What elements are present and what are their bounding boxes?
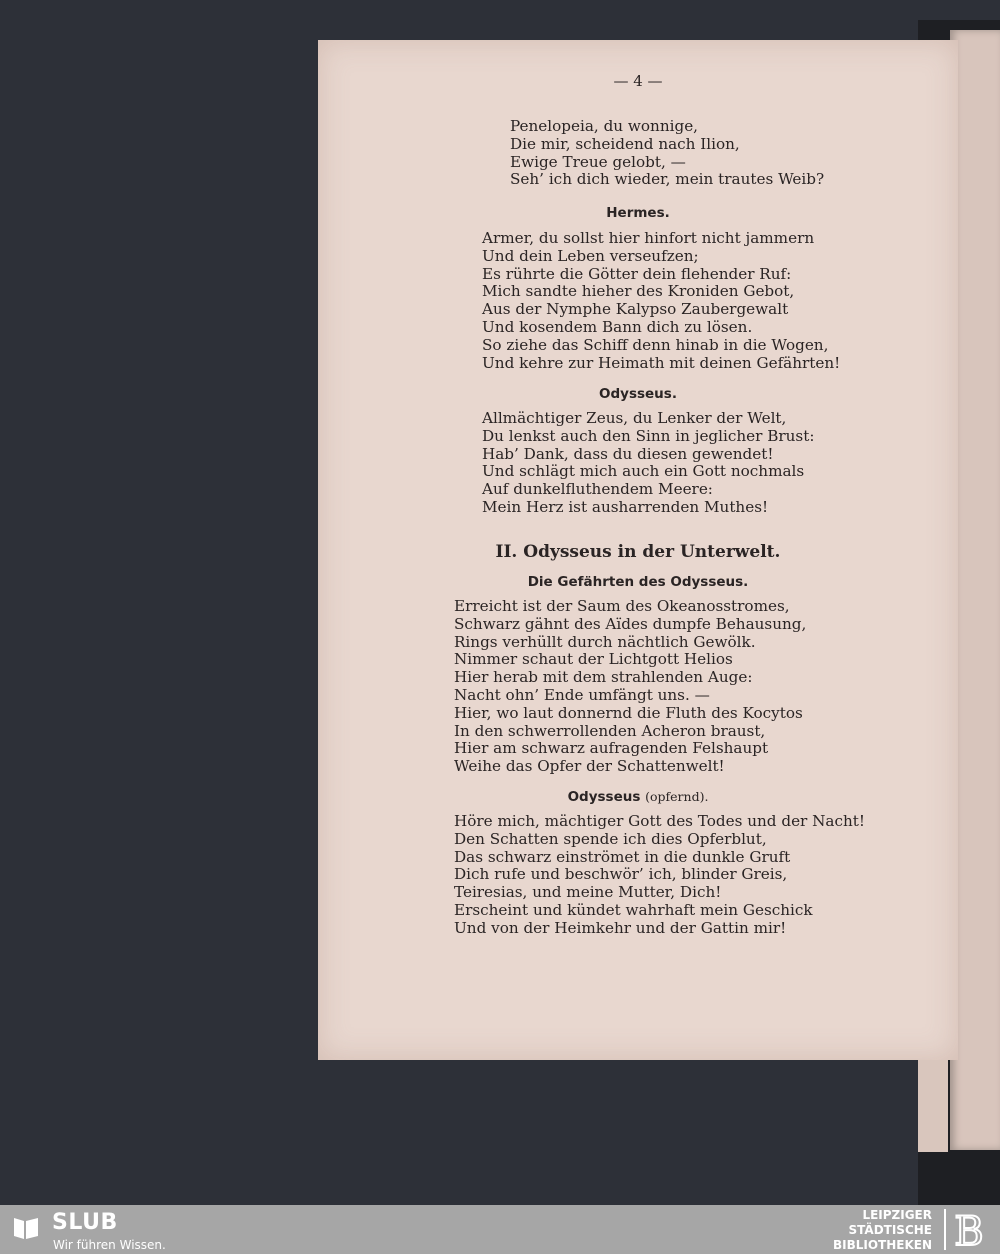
verse-line: In den schwerrollenden Acheron braust, [454, 721, 766, 740]
verse-line: Penelopeia, du wonnige, [510, 117, 699, 135]
verse-block-3 [482, 410, 814, 517]
verse-line: Und dein Leben verseufzen; [482, 246, 699, 265]
verse-line: Hab’ Dank, dass du diesen gewendet! [482, 444, 774, 463]
verse-line: Und von der Heimkehr und der Gattin mir! [454, 918, 787, 937]
lsb-line-2: STÄDTISCHE [848, 1223, 932, 1237]
section-title: II. Odysseus in der Unterwelt. [495, 542, 781, 562]
verse-line: Mich sandte hieher des Kroniden Gebot, [482, 282, 795, 301]
lsb-name [833, 1208, 932, 1253]
verse-line: Den Schatten spende ich dies Opferblut, [454, 829, 767, 848]
speaker-name: Odysseus [567, 789, 641, 805]
stage-direction: (opfernd). [645, 789, 709, 804]
verse-line: Teiresias, und meine Mutter, Dich! [454, 883, 722, 902]
verse-line: Nacht ohn’ Ende umfängt uns. — [454, 685, 710, 704]
page-binding [918, 1052, 948, 1152]
speaker-odysseus: Odysseus. [599, 386, 677, 402]
speaker-odysseus-opfernd [318, 789, 958, 805]
verse-line: Und kosendem Bann dich zu lösen. [482, 317, 753, 336]
verse-line: Dich rufe und beschwör’ ich, blinder Greis, [454, 865, 788, 884]
verse-line: Armer, du sollst hier hinfort nicht jammern [482, 229, 815, 247]
verse-line: Allmächtiger Zeus, du Lenker der Welt, [482, 409, 787, 427]
verse-line: Auf dunkelfluthendem Meere: [482, 480, 713, 499]
verse-line: Hier, wo laut donnernd die Fluth des Kocytos [454, 703, 803, 722]
verse-block-4 [454, 598, 806, 776]
verse-line: Und kehre zur Heimath mit deinen Gefährten! [482, 353, 841, 372]
verse-line: Seh’ ich dich wieder, mein trautes Weib? [510, 170, 825, 189]
speaker-gefaehrten: Die Gefährten des Odysseus. [527, 574, 749, 590]
footer-bar [0, 1205, 1000, 1254]
lsb-line-1: LEIPZIGER [862, 1208, 932, 1222]
verse-block-1 [510, 118, 824, 189]
verse-line: So ziehe das Schiff denn hinab in die Wogen, [482, 335, 829, 354]
verse-block-5 [454, 813, 865, 938]
verse-line: Und schlägt mich auch ein Gott nochmals [482, 462, 805, 481]
verse-line: Erreicht ist der Saum des Okeanosstromes, [454, 597, 790, 615]
verse-line: Die mir, scheidend nach Ilion, [510, 134, 740, 153]
lsb-line-3: BIBLIOTHEKEN [832, 1238, 932, 1252]
verse-line: Rings verhüllt durch nächtlich Gewölk. [454, 632, 756, 651]
page-number: — 4 — [613, 72, 663, 90]
verse-line: Es rührte die Götter dein flehender Ruf: [482, 264, 792, 283]
speaker-hermes: Hermes. [606, 205, 670, 221]
verse-line: Höre mich, mächtiger Gott des Todes und der Nacht! [454, 812, 865, 830]
verse-line: Das schwarz einströmet in die dunkle Gruft [454, 847, 791, 866]
verse-line: Mein Herz ist ausharrenden Muthes! [482, 497, 769, 516]
slub-tagline: Wir führen Wissen. [53, 1238, 166, 1252]
verse-line: Hier am schwarz aufragenden Felshaupt [454, 739, 769, 758]
svg-text:B: B [954, 1209, 984, 1252]
verse-line: Ewige Treue gelobt, — [510, 152, 686, 171]
verse-line: Nimmer schaut der Lichtgott Helios [454, 650, 733, 669]
slub-logo-icon [12, 1214, 40, 1242]
verse-line: Schwarz gähnt des Aïdes dumpfe Behausung, [454, 614, 807, 633]
lsb-logo-icon [944, 1207, 990, 1252]
verse-block-2 [482, 230, 840, 372]
verse-line: Aus der Nymphe Kalypso Zaubergewalt [482, 300, 789, 319]
verse-line: Erscheint und kündet wahrhaft mein Geschick [454, 900, 813, 919]
book-page [318, 40, 958, 1060]
verse-line: Hier herab mit dem strahlenden Auge: [454, 668, 753, 687]
verse-line: Weihe das Opfer der Schattenwelt! [454, 757, 725, 776]
slub-name: SLUB [52, 1210, 118, 1235]
verse-line: Du lenkst auch den Sinn in jeglicher Brust: [482, 426, 815, 445]
